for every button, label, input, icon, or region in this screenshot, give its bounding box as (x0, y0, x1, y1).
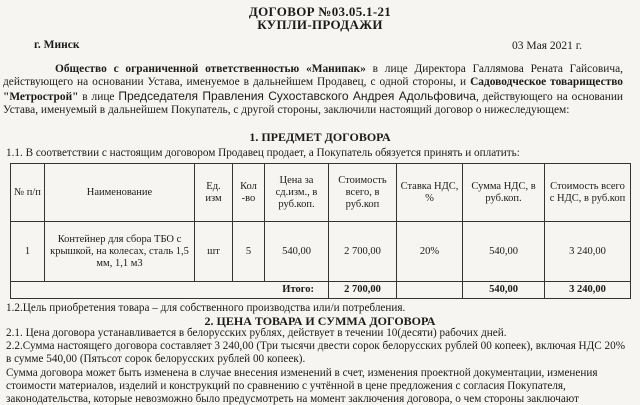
seller-name: Общество с ограниченной ответственностью «Манипак» (55, 63, 366, 75)
clause-1-1: 1.1. В соответствии с настоящим договором Продавец продает, а Покупатель обязуется принять и оплатить: (6, 147, 520, 159)
cell-num: 1 (11, 222, 45, 282)
contract-date: 03 Мая 2021 г. (512, 40, 583, 52)
buyer-name: Садоводческое товарищество "Метрострой" (3, 76, 623, 103)
preamble-paragraph (3, 63, 623, 117)
col-header-price: Цена за сд.изм., в руб.коп. (265, 164, 329, 222)
col-header-qty: Кол -во (233, 164, 265, 222)
cell-vat-rate: 20% (397, 222, 463, 282)
section-1-title: 1. ПРЕДМЕТ ДОГОВОРА (249, 130, 391, 144)
preamble-text-1: в лице Директора Галлямова Рената Гайсовича, действующего на основании Устава, именуемое в дальнейшем Продавец, с одной стороны, и (3, 63, 623, 89)
cell-price: 540,00 (265, 222, 329, 282)
cell-unit: шт (195, 222, 233, 282)
total-vat-sum: 540,00 (463, 282, 545, 299)
goods-table (10, 163, 631, 299)
cell-name: Контейнер для сбора ТБО с крышкой, на колесах, сталь 1,5 мм, 1,1 м3 (45, 222, 195, 282)
clause-2-3-line-1: Сумма договора может быть изменена в случае внесения изменений в счет, изменения проектной документации, изменения (6, 367, 598, 379)
col-header-vat-rate: Ставка НДС, % (397, 164, 463, 222)
clause-2-2-line-1: 2.2.Сумма настоящего договора составляет 3 240,00 (Три тысячи двести сорок белорусских рублей 00 копеек), включая НДС 20% (6, 340, 626, 352)
col-header-num: № п/п (11, 164, 45, 222)
total-cost: 2 700,00 (329, 282, 397, 299)
cell-qty: 5 (233, 222, 265, 282)
clause-2-1: 2.1. Цена договора устанавливается в белорусских рублях, действует в течении 10(десяти) рабочих дней. (6, 327, 507, 339)
col-header-vat-sum: Сумма НДС, в руб.коп. (463, 164, 545, 222)
section-2-title: 2. ЦЕНА ТОВАРА И СУММА ДОГОВОРА (204, 314, 436, 328)
table-total-row (11, 282, 631, 299)
cell-total: 3 240,00 (545, 222, 631, 282)
col-header-unit: Ед. изм (195, 164, 233, 222)
contract-city: г. Минск (34, 39, 80, 51)
cell-cost: 2 700,00 (329, 222, 397, 282)
col-header-total: Стоимость всего с НДС, в руб.коп (545, 164, 631, 222)
contract-title: ДОГОВОР №03.05.1-21 (248, 4, 392, 19)
contract-subtitle: КУПЛИ-ПРОДАЖИ (257, 17, 383, 32)
cell-vat-sum: 540,00 (463, 222, 545, 282)
col-header-name: Наименование (45, 164, 195, 222)
total-with-vat: 3 240,00 (545, 282, 631, 299)
clause-2-3-line-3: законодательства, которые невозможно было предусмотреть на момент заключения договора, о чем стороны заключают (6, 393, 579, 405)
table-row (11, 222, 631, 282)
total-vat-rate-empty (397, 282, 463, 299)
buyer-representative: Председателя Правления Сухоставского Андрея Адольфовича (118, 88, 476, 103)
table-header-row (11, 164, 631, 222)
preamble-text-2: в лице (78, 90, 119, 103)
clause-1-2: 1.2.Цель приобретения товара – для собственного производства или/и потребления. (6, 302, 406, 314)
preamble-text-3: , действующего на основании Устава, именуемый в дальнейшем Покупатель, с другой стороны, заключили настоящий договор о нижеследующем: (3, 90, 624, 116)
total-label: Итого: (11, 282, 329, 299)
col-header-cost: Стоимость всего, в руб.коп (329, 164, 397, 222)
clause-2-2-line-2: в сумме 540,00 (Пятьсот сорок белорусских рублей 00 копеек). (6, 353, 306, 365)
clause-2-3-line-2: стоимости материалов, изделий и конструкций по сравнению с учтённой в цене предложения с согласия Покупателя, (6, 380, 566, 392)
